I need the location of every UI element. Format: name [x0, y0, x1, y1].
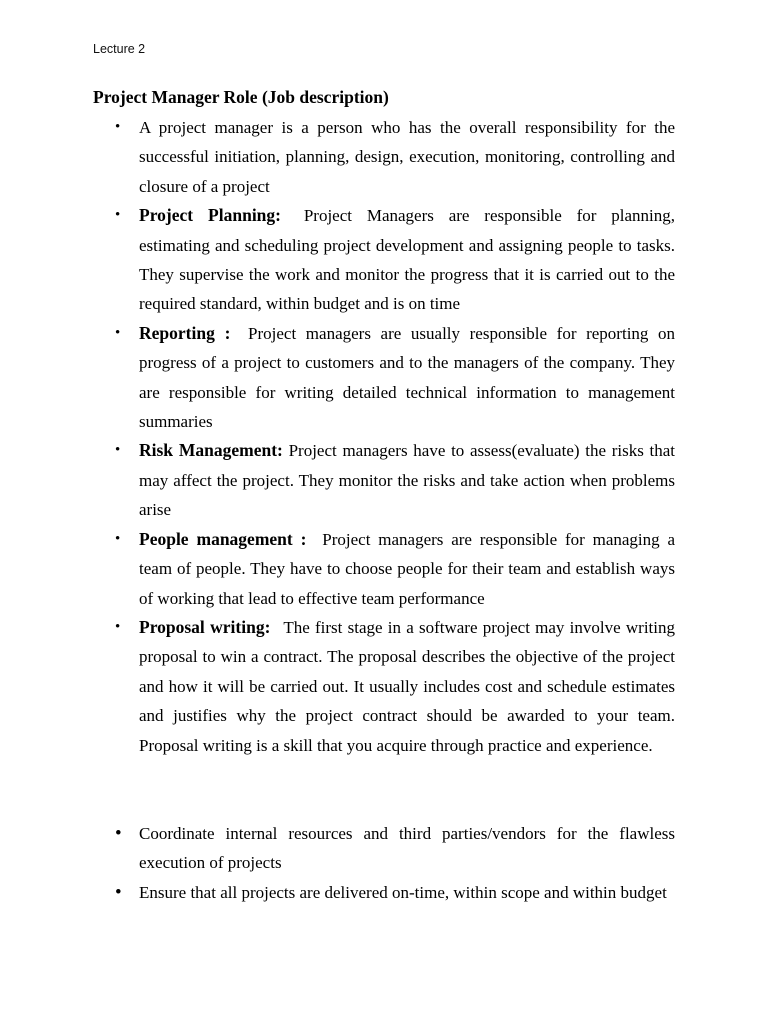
bullet-icon: • [115, 207, 121, 224]
duties-list [115, 819, 675, 907]
list-item-coordinate-resources [115, 819, 675, 878]
item-text: Project managers are responsible for managing a team of people. They have to choose people for their team and establish ways of working that lead to effective team performance [139, 529, 675, 608]
bullet-icon: • [115, 881, 122, 903]
document-title: Project Manager Role (Job description) [93, 87, 389, 107]
list-item-proposal-writing [115, 613, 675, 760]
list-item-reporting [115, 319, 676, 437]
item-text: The first stage in a software project may involve writing proposal to win a contract. The proposal describes the objective of the project and how it will be carried out. It usually includes cost and schedule estimates and justifies why the project contract should be awarded to your team. Proposal writing is a skill that you acquire through practice and experience. [139, 617, 675, 755]
item-text: Project Managers are responsible for planning, estimating and scheduling project development and assigning people to tasks. They supervise the work and monitor the progress that it is carried out to the required standard, within budget and is on time [139, 206, 675, 314]
item-term: Project Planning: [139, 205, 281, 226]
responsibilities-list [115, 113, 676, 760]
bullet-icon: • [115, 324, 121, 341]
item-term: Risk Management: [139, 440, 283, 461]
bullet-icon: • [115, 618, 121, 635]
list-item-overview [115, 113, 675, 201]
list-item-project-planning [115, 201, 675, 319]
item-term: Proposal writing: [139, 616, 271, 637]
bullet-icon: • [115, 119, 121, 135]
item-text: Coordinate internal resources and third parties/vendors for the flawless execution of projects [139, 824, 675, 873]
list-item-risk-management [115, 436, 676, 524]
item-term: People management : [139, 528, 307, 549]
item-term: Reporting : [139, 322, 231, 343]
bullet-icon: • [115, 823, 122, 844]
list-item-ensure-delivery [115, 878, 675, 907]
item-text: Project managers have to assess(evaluate) the risks that may affect the project. They monitor the risks and take action when problems arise [139, 441, 676, 520]
list-item-people-management [115, 525, 675, 613]
bullet-icon: • [115, 442, 121, 459]
page-header: Lecture 2 [93, 42, 146, 56]
item-text: Ensure that all projects are delivered on-time, within scope and within budget [139, 882, 667, 902]
item-text: A project manager is a person who has the overall responsibility for the successful initiation, planning, design, execution, monitoring, controlling and closure of a project [139, 118, 675, 196]
item-text: Project managers are usually responsible for reporting on progress of a project to customers and to the managers of the company. They are responsible for writing detailed technical information to management summaries [139, 323, 676, 432]
bullet-icon: • [115, 530, 121, 547]
